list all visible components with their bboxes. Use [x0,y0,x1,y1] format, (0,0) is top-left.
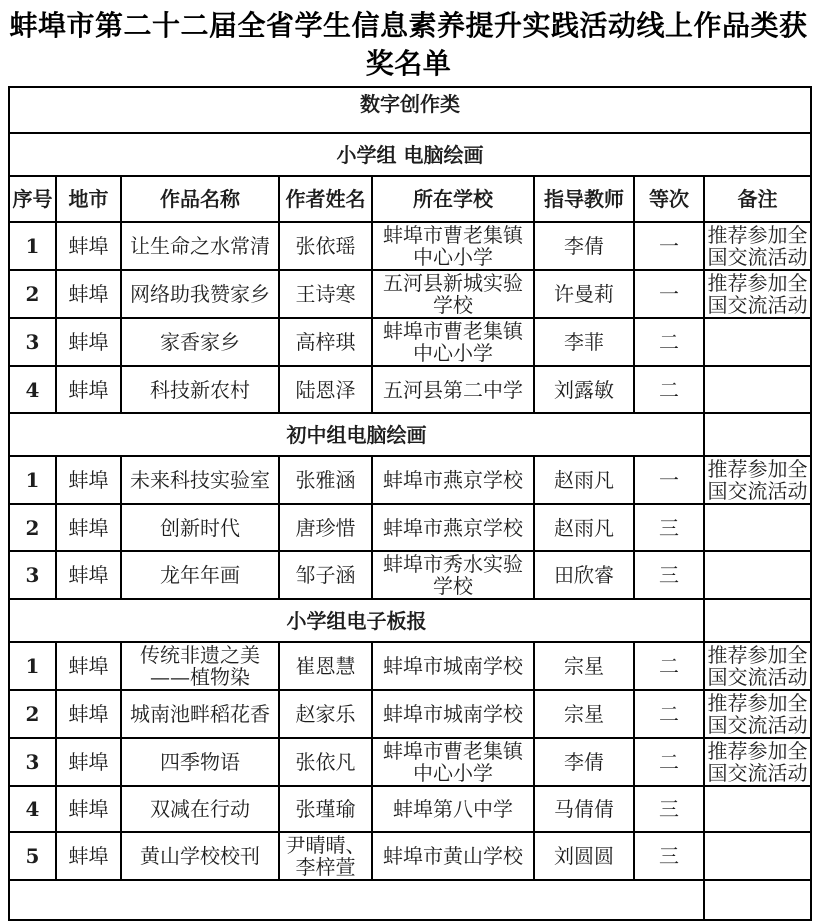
cell-author: 王诗寒 [279,270,372,318]
cell-school: 蚌埠市曹老集镇中心小学 [372,222,534,270]
col-header-no: 序号 [9,176,56,222]
cell-teacher: 刘露敏 [534,366,634,413]
cell-author: 张瑾瑜 [279,786,372,832]
cell-note [704,318,811,366]
cell-city: 蚌埠 [56,270,121,318]
cell-work: 科技新农村 [121,366,279,413]
cell-city: 蚌埠 [56,456,121,504]
cell-no: 5 [9,832,56,880]
cell-note: 推荐参加全国交流活动 [704,690,811,738]
category-row [9,87,811,133]
cell-work: 创新时代 [121,504,279,551]
cell-city: 蚌埠 [56,786,121,832]
cell-teacher: 宗星 [534,690,634,738]
cell-work: 传统非遗之美——植物染 [121,642,279,690]
section-header-row [9,413,811,456]
table-row [9,318,811,366]
cell-school: 五河县第二中学 [372,366,534,413]
partial-section-cell [9,880,704,920]
cell-no: 2 [9,504,56,551]
cell-teacher: 马倩倩 [534,786,634,832]
col-header-note: 备注 [704,176,811,222]
awards-table [8,86,812,921]
section-title-primary-computer-drawing: 小学组 电脑绘画 [9,133,811,176]
cell-city: 蚌埠 [56,738,121,786]
cell-teacher: 李菲 [534,318,634,366]
col-header-city: 地市 [56,176,121,222]
cell-school: 蚌埠市秀水实验学校 [372,551,534,599]
page-title: 蚌埠市第二十二届全省学生信息素养提升实践活动线上作品类获奖名单 [9,9,808,80]
cell-school: 蚌埠市城南学校 [372,690,534,738]
cell-rank: 二 [634,318,704,366]
cell-rank: 一 [634,456,704,504]
col-header-work: 作品名称 [121,176,279,222]
cell-school: 蚌埠市燕京学校 [372,456,534,504]
cell-work: 龙年年画 [121,551,279,599]
cell-teacher: 赵雨凡 [534,456,634,504]
cell-author: 尹晴晴、李梓萱 [279,832,372,880]
cell-teacher: 刘圆圆 [534,832,634,880]
cell-rank: 二 [634,738,704,786]
cell-author: 崔恩慧 [279,642,372,690]
cell-rank: 二 [634,366,704,413]
col-header-rank: 等次 [634,176,704,222]
cell-teacher: 田欣睿 [534,551,634,599]
cell-teacher: 李倩 [534,738,634,786]
table-row [9,222,811,270]
cell-note [704,366,811,413]
cell-work: 双减在行动 [121,786,279,832]
cell-city: 蚌埠 [56,832,121,880]
cell-note [704,786,811,832]
cell-city: 蚌埠 [56,318,121,366]
cell-work: 四季物语 [121,738,279,786]
column-header-row [9,176,811,222]
cell-note: 推荐参加全国交流活动 [704,456,811,504]
section-header-row [9,133,811,176]
cell-work: 未来科技实验室 [121,456,279,504]
cell-author: 赵家乐 [279,690,372,738]
cell-note [704,832,811,880]
cell-school: 五河县新城实验学校 [372,270,534,318]
cell-rank: 一 [634,270,704,318]
table-row [9,504,811,551]
cell-no: 3 [9,318,56,366]
section-header-row [9,599,811,642]
section-note-cell [704,599,811,642]
cell-author: 唐珍惜 [279,504,372,551]
cell-work: 黄山学校校刊 [121,832,279,880]
cell-author: 陆恩泽 [279,366,372,413]
cell-city: 蚌埠 [56,642,121,690]
cell-rank: 三 [634,504,704,551]
table-row [9,738,811,786]
cell-teacher: 李倩 [534,222,634,270]
section-title-primary-e-board: 小学组电子板报 [9,599,704,642]
cell-author: 邹子涵 [279,551,372,599]
table-row [9,832,811,880]
cell-school: 蚌埠第八中学 [372,786,534,832]
cell-city: 蚌埠 [56,690,121,738]
partial-row-clipped [9,880,811,920]
cell-author: 张依凡 [279,738,372,786]
cell-note [704,551,811,599]
cell-no: 2 [9,270,56,318]
cell-rank: 三 [634,551,704,599]
cell-rank: 二 [634,642,704,690]
cell-no: 4 [9,366,56,413]
cell-rank: 二 [634,690,704,738]
cell-city: 蚌埠 [56,551,121,599]
section-note-cell [704,413,811,456]
cell-no: 3 [9,551,56,599]
cell-city: 蚌埠 [56,366,121,413]
cell-no: 4 [9,786,56,832]
cell-teacher: 许曼莉 [534,270,634,318]
cell-note [704,504,811,551]
table-row [9,456,811,504]
col-header-teacher: 指导教师 [534,176,634,222]
table-row [9,270,811,318]
cell-note: 推荐参加全国交流活动 [704,270,811,318]
cell-rank: 三 [634,786,704,832]
cell-no: 1 [9,456,56,504]
cell-school: 蚌埠市曹老集镇中心小学 [372,738,534,786]
cell-no: 2 [9,690,56,738]
cell-school: 蚌埠市曹老集镇中心小学 [372,318,534,366]
cell-no: 1 [9,642,56,690]
cell-author: 高梓琪 [279,318,372,366]
table-row [9,690,811,738]
cell-work: 城南池畔稻花香 [121,690,279,738]
cell-teacher: 宗星 [534,642,634,690]
cell-city: 蚌埠 [56,222,121,270]
cell-teacher: 赵雨凡 [534,504,634,551]
table-row [9,642,811,690]
section-title-middle-computer-drawing: 初中组电脑绘画 [9,413,704,456]
table-row [9,551,811,599]
col-header-author: 作者姓名 [279,176,372,222]
cell-school: 蚌埠市城南学校 [372,642,534,690]
cell-rank: 三 [634,832,704,880]
col-header-school: 所在学校 [372,176,534,222]
table-row [9,786,811,832]
cell-city: 蚌埠 [56,504,121,551]
cell-no: 3 [9,738,56,786]
cell-school: 蚌埠市黄山学校 [372,832,534,880]
cell-note: 推荐参加全国交流活动 [704,642,811,690]
cell-work: 家香家乡 [121,318,279,366]
table-row [9,366,811,413]
category-title: 数字创作类 [9,87,811,133]
cell-work: 网络助我赞家乡 [121,270,279,318]
cell-school: 蚌埠市燕京学校 [372,504,534,551]
cell-rank: 一 [634,222,704,270]
cell-author: 张雅涵 [279,456,372,504]
cell-no: 1 [9,222,56,270]
cell-work: 让生命之水常清 [121,222,279,270]
cell-note: 推荐参加全国交流活动 [704,222,811,270]
partial-note-cell [704,880,811,920]
cell-author: 张依瑶 [279,222,372,270]
cell-note: 推荐参加全国交流活动 [704,738,811,786]
